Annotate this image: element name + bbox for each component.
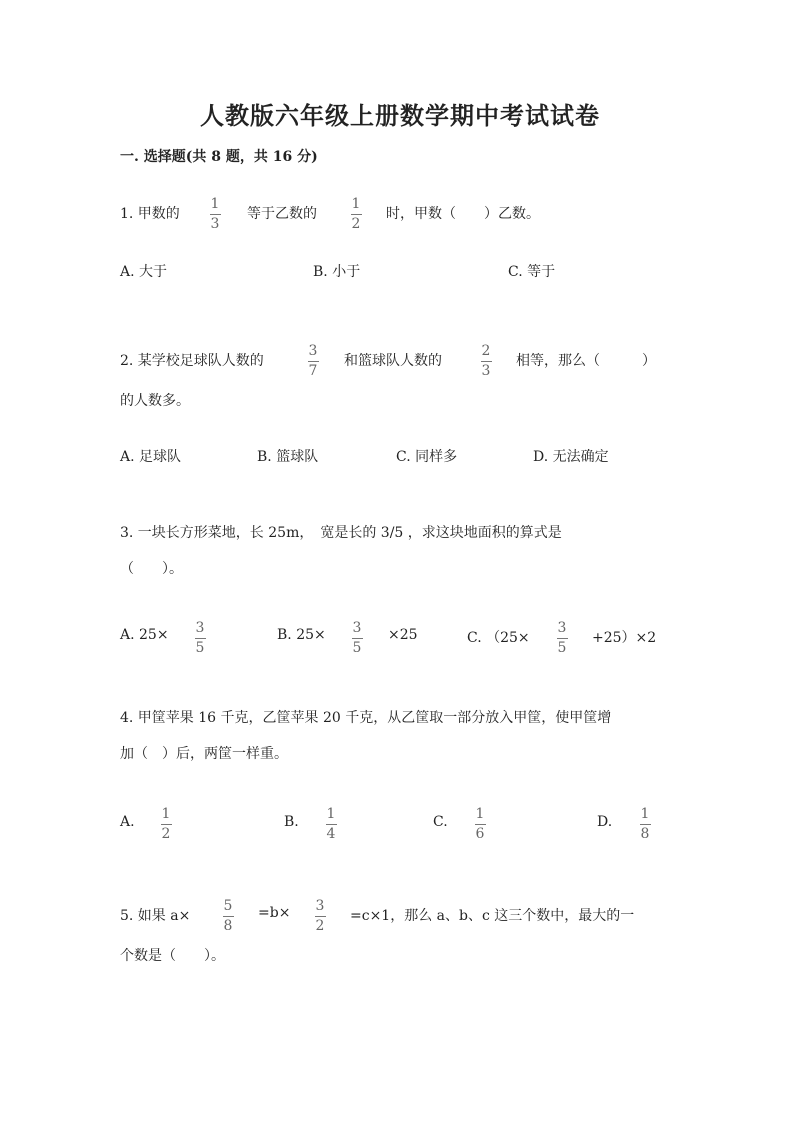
denominator: 7 (308, 363, 318, 379)
numerator: 1 (210, 196, 220, 212)
q1-text-3: 时，甲数（ ）乙数。 (386, 206, 540, 222)
numerator: 2 (481, 343, 491, 359)
q5-fraction-1 (220, 898, 236, 935)
denominator: 5 (557, 640, 567, 656)
numerator: 1 (326, 806, 336, 822)
q1-fraction-2 (348, 196, 364, 233)
denominator: 8 (640, 826, 650, 842)
q4-option-d-fraction (637, 806, 653, 843)
numerator: 1 (161, 806, 171, 822)
q4-option-d[interactable]: D. (597, 814, 613, 830)
q5-text-line2: 个数是（ ）。 (120, 948, 225, 964)
q1-text-2: 等于乙数的 (247, 206, 317, 222)
numerator: 3 (195, 620, 205, 636)
q3-option-b-tail: ×25 (388, 627, 418, 643)
q2-text-3: 相等，那么（ ） (516, 353, 656, 369)
q5-text-2: =b× (258, 905, 291, 921)
numerator: 3 (352, 620, 362, 636)
numerator: 3 (315, 898, 325, 914)
q3-option-b-fraction (349, 620, 365, 657)
q2-text-line2: 的人数多。 (120, 393, 190, 409)
section-heading: 一. 选择题(共 8 题，共 16 分) (120, 149, 318, 165)
q1-fraction-1 (207, 196, 223, 233)
q3-option-c[interactable]: C. （25× (467, 630, 530, 646)
denominator: 2 (161, 826, 171, 842)
q4-option-a[interactable]: A. (120, 814, 135, 830)
q3-option-a[interactable]: A. 25× (120, 627, 169, 643)
q3-option-c-tail: +25）×2 (592, 630, 657, 646)
numerator: 1 (475, 806, 485, 822)
q5-text-1: 5. 如果 a× (120, 908, 191, 924)
q4-text-line1: 4. 甲筐苹果 16 千克，乙筐苹果 20 千克，从乙筐取一部分放入甲筐，使甲筐增 (120, 710, 612, 726)
q2-text-1: 2. 某学校足球队人数的 (120, 353, 264, 369)
numerator: 3 (308, 343, 318, 359)
q1-option-a[interactable]: A. 大于 (120, 264, 168, 280)
denominator: 6 (475, 826, 485, 842)
q1-text-1: 1. 甲数的 (120, 206, 180, 222)
q3-option-a-fraction (192, 620, 208, 657)
q4-option-c-fraction (472, 806, 488, 843)
q2-fraction-2 (478, 343, 494, 380)
q3-option-c-fraction (554, 620, 570, 657)
q2-text-2: 和篮球队人数的 (344, 353, 442, 369)
q4-option-c[interactable]: C. (433, 814, 448, 830)
q2-option-b[interactable]: B. 篮球队 (257, 449, 319, 465)
denominator: 4 (326, 826, 336, 842)
q5-text-3: =c×1，那么 a、b、c 这三个数中，最大的一 (350, 908, 635, 924)
denominator: 5 (352, 640, 362, 656)
q2-option-d[interactable]: D. 无法确定 (533, 449, 609, 465)
numerator: 5 (223, 898, 233, 914)
denominator: 3 (481, 363, 491, 379)
numerator: 1 (640, 806, 650, 822)
q5-fraction-2 (312, 898, 328, 935)
q3-text-line2: （ ）。 (120, 561, 183, 577)
q3-option-b[interactable]: B. 25× (277, 627, 326, 643)
denominator: 5 (195, 640, 205, 656)
q4-option-b[interactable]: B. (284, 814, 299, 830)
q1-option-c[interactable]: C. 等于 (508, 264, 556, 280)
q2-option-c[interactable]: C. 同样多 (396, 449, 458, 465)
q3-text-line1: 3. 一块长方形菜地，长 25m， 宽是长的 3/5 ，求这块地面积的算式是 (120, 525, 562, 541)
q4-text-line2: 加（ ）后，两筐一样重。 (120, 746, 288, 762)
denominator: 2 (315, 918, 325, 934)
q2-option-a[interactable]: A. 足球队 (120, 449, 182, 465)
numerator: 1 (351, 196, 361, 212)
q4-option-b-fraction (323, 806, 339, 843)
denominator: 8 (223, 918, 233, 934)
denominator: 3 (210, 216, 220, 232)
page-title: 人教版六年级上册数学期中考试试卷 (200, 101, 600, 130)
numerator: 3 (557, 620, 567, 636)
q2-fraction-1 (305, 343, 321, 380)
denominator: 2 (351, 216, 361, 232)
q1-option-b[interactable]: B. 小于 (313, 264, 361, 280)
q4-option-a-fraction (158, 806, 174, 843)
